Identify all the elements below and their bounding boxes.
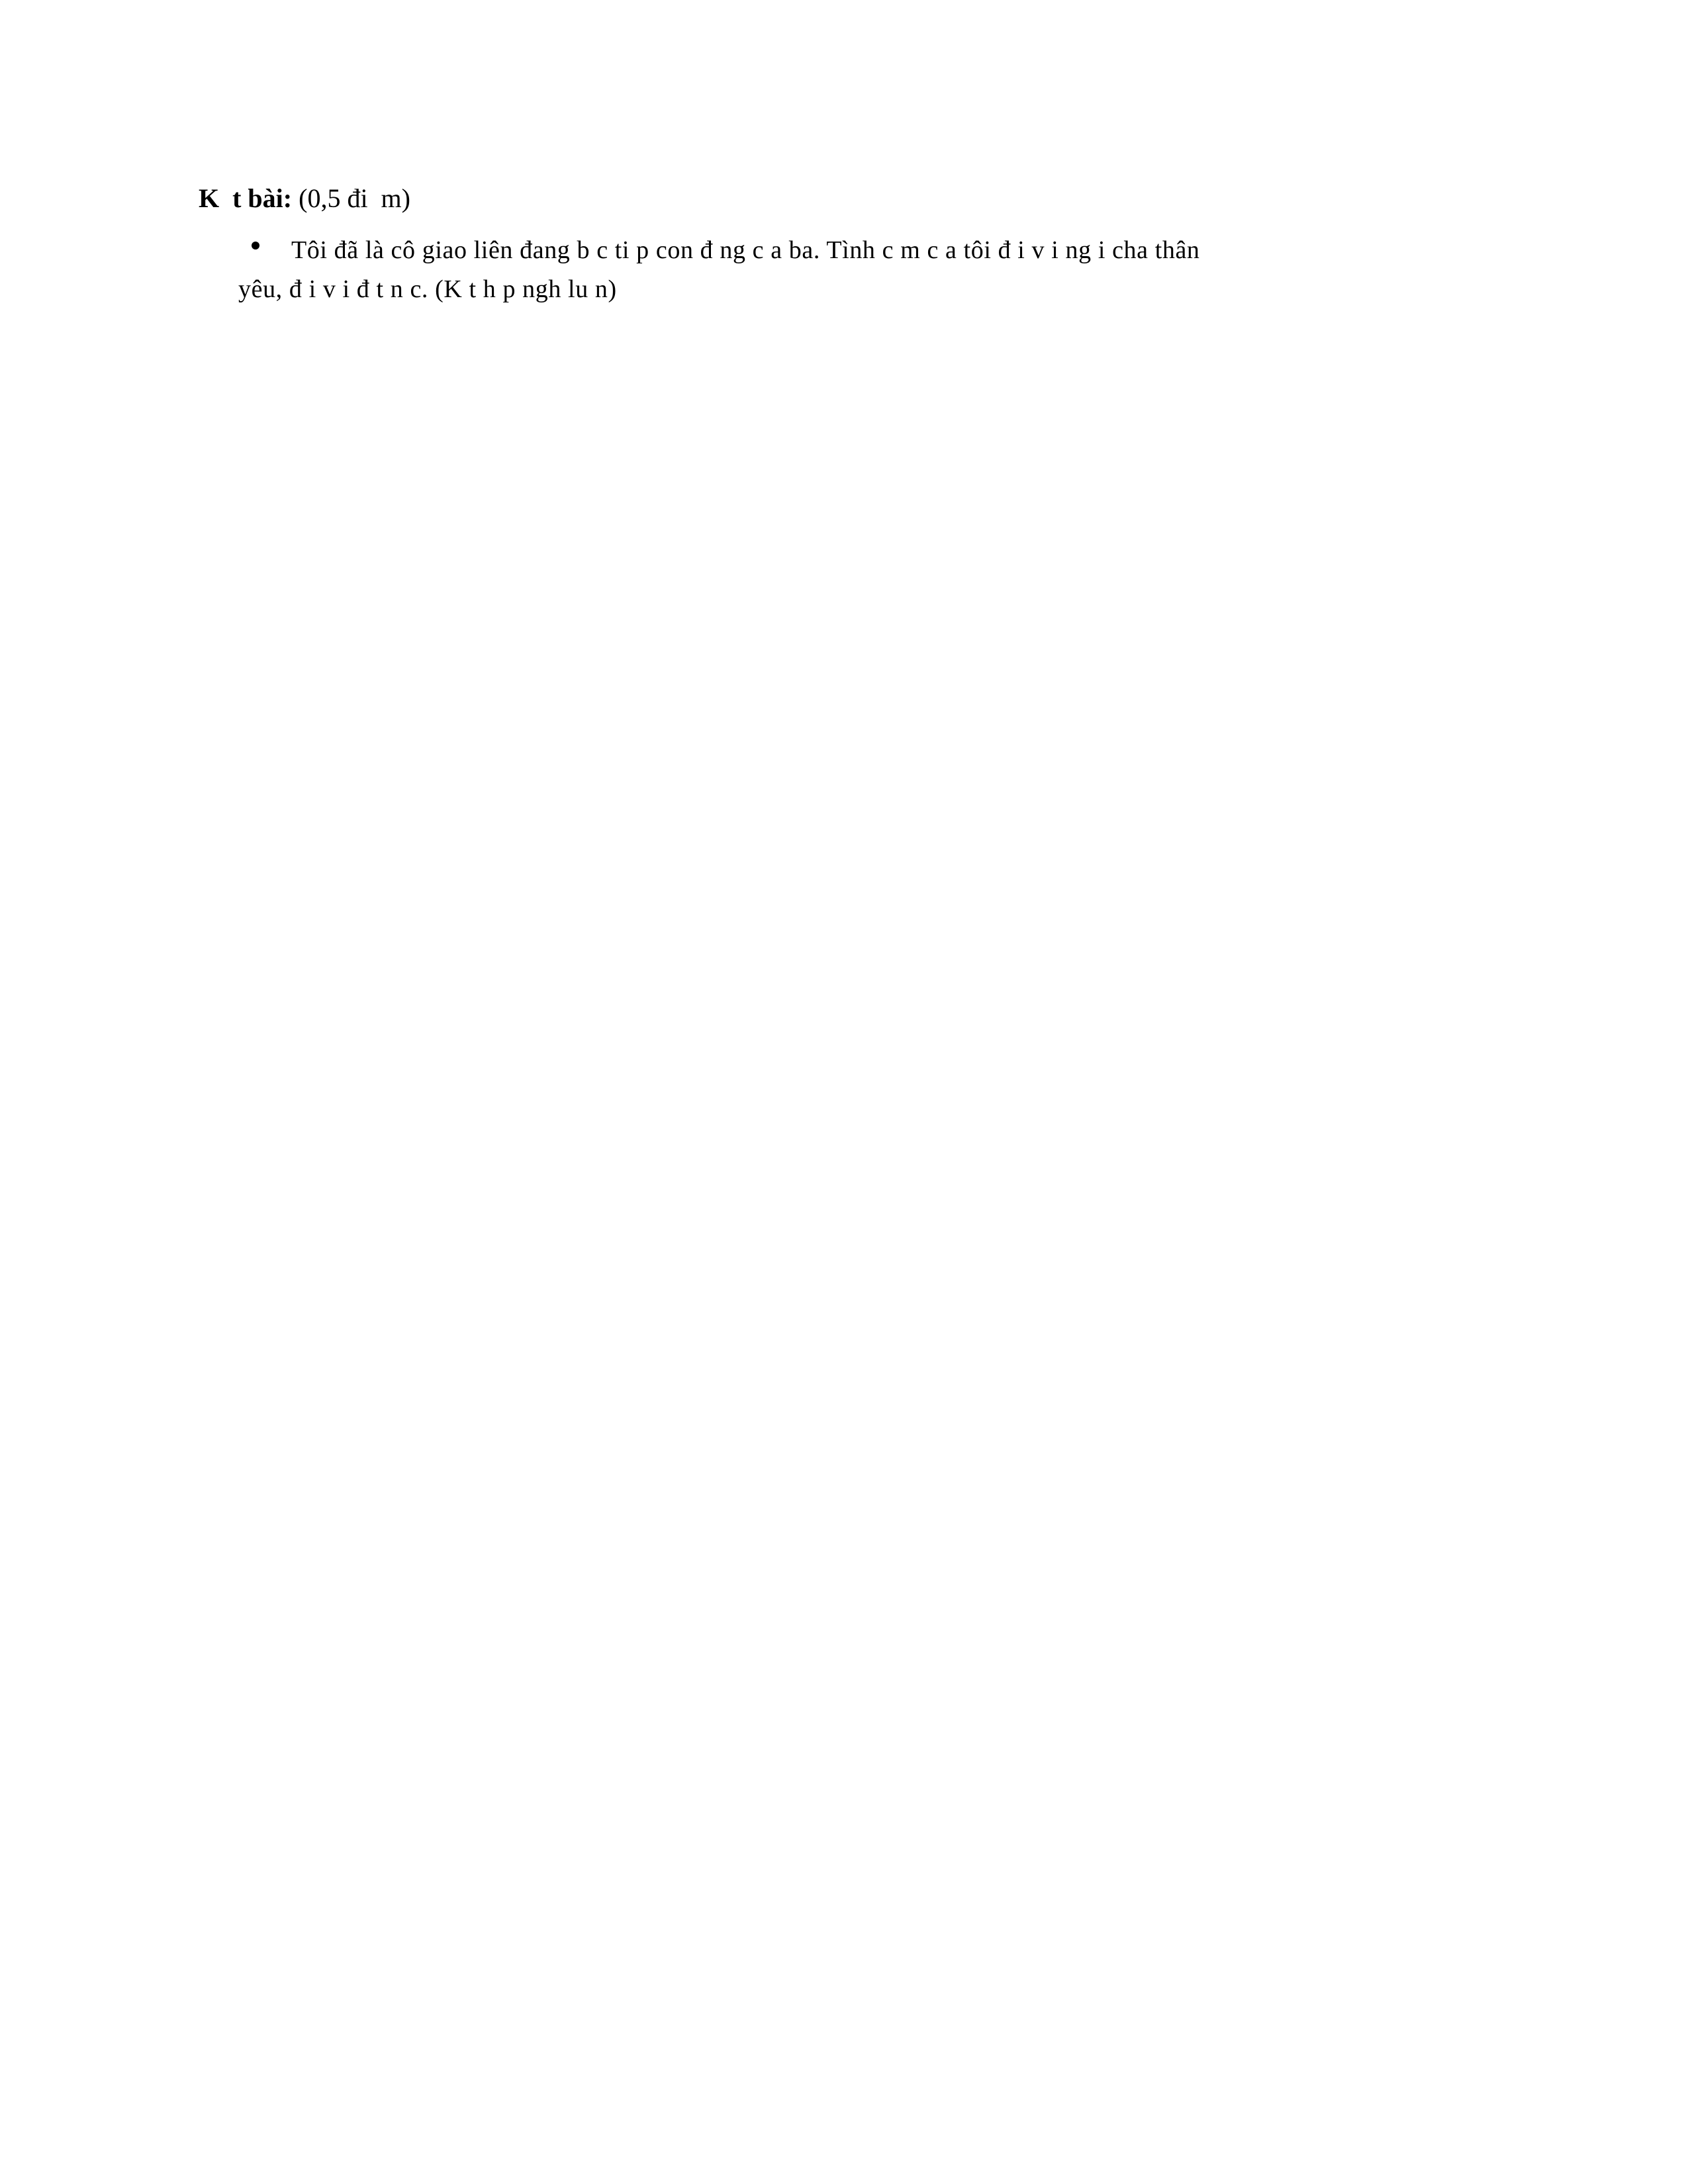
list-item-line-2: yêu, đ i v i đ t n c. (K t h p ngh lu n) [238,275,617,304]
section-heading-score: (0,5 đi m) [292,183,410,213]
list-item [199,232,1602,308]
section-heading [199,182,1602,215]
list-item-text [199,232,1602,308]
list-item-line-1: Tôi đã là cô giao liên đang b c ti p con đ ng c a ba. Tình c m c a tôi đ i v i ng i cha thân [291,236,1200,264]
section-heading-label: K t bài: [199,183,293,213]
bullet-list [199,232,1602,308]
bullet-point-icon [252,242,259,250]
page-content [199,182,1602,308]
